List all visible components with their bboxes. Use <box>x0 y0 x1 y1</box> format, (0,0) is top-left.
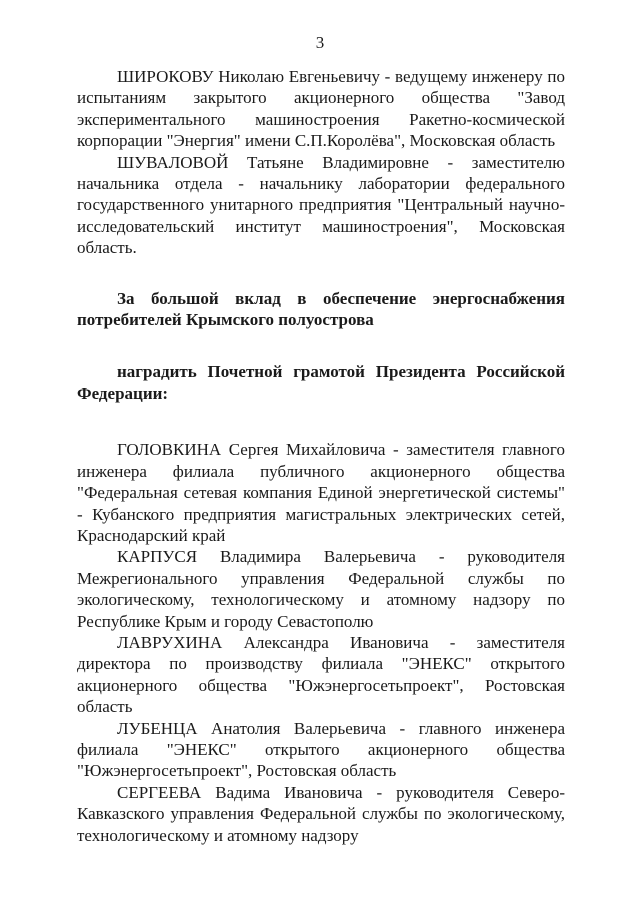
document-body <box>77 66 565 846</box>
award-entry-golovkin: ГОЛОВКИНА Сергея Михайловича - заместителя главного инженера филиала публичного акционерного общества "Федеральная сетевая компания Единой энергетической системы" - Кубанского предприятия магистральных электрических сетей, Краснодарский край <box>77 440 565 545</box>
award-entry-shuvalova: ШУВАЛОВОЙ Татьяне Владимировне - заместителю начальника отдела - начальнику лаборатории федерального государственного унитарного предприятия "Центральный научно-исследовательский институт машиностроения", Московская область. <box>77 152 565 258</box>
award-entry-karpus: КАРПУСЯ Владимира Валерьевича - руководителя Межрегионального управления Федеральной службы по экологическому, технологическому и атомному надзору по Республике Крым и городу Севастополю <box>77 547 565 631</box>
award-entry-lavrukhin: ЛАВРУХИНА Александра Ивановича - заместителя директора по производству филиала "ЭНЕКС" открытого акционерного общества "Южэнергосетьпроект", Ростовская область <box>77 632 565 717</box>
award-entry-shirokov: ШИРОКОВУ Николаю Евгеньевичу - ведущему инженеру по испытаниям закрытого акционерного общества "Завод экспериментального машиностроения Ракетно-космической корпорации "Энергия" имени С.П.Королёва", Московская область <box>77 67 565 151</box>
award-decree-heading: наградить Почетной грамотой Президента Российской Федерации: <box>77 362 565 403</box>
award-entry-lubenets: ЛУБЕНЦА Анатолия Валерьевича - главного инженера филиала "ЭНЕКС" открытого акционерного общества "Южэнергосетьпроект", Ростовская область <box>77 718 565 781</box>
page-number: 3 <box>315 33 325 52</box>
award-reason-heading: За большой вклад в обеспечение энергоснабжения потребителей Крымского полуострова <box>77 288 565 330</box>
award-entry-sergeev: СЕРГЕЕВА Вадима Ивановича - руководителя Северо-Кавказского управления Федеральной службы по экологическому, технологическому и атомному надзору <box>77 782 565 845</box>
